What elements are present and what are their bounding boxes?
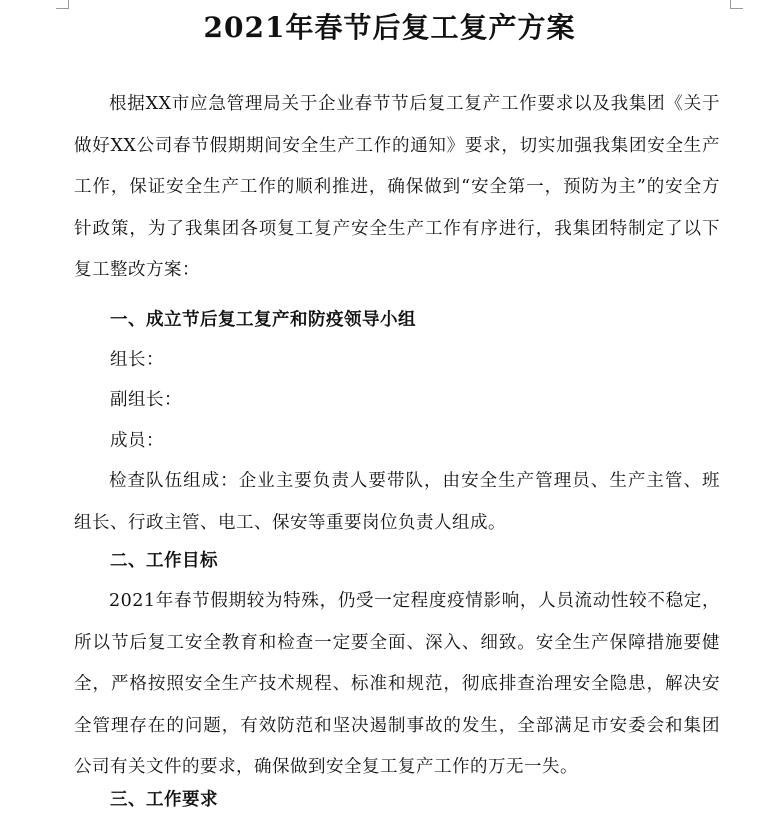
crop-mark-top-right <box>730 0 743 9</box>
inspection-paragraph: 检查队伍组成：企业主要负责人要带队，由安全生产管理员、生产主管、班组长、行政主管、电工、保安等重要岗位负责人组成。 <box>74 471 720 533</box>
section1-heading: 一、成立节后复工复产和防疫领导小组 <box>110 310 416 330</box>
leader-line: 组长： <box>110 350 164 370</box>
section2-heading: 二、工作目标 <box>110 551 218 571</box>
members-line: 成员： <box>110 431 164 451</box>
intro-paragraph: 根据XX市应急管理局关于企业春节节后复工复产工作要求以及我集团《关于做好XX公司春节假期期间安全生产工作的通知》要求，切实加强我集团安全生产工作，保证安全生产工作的顺利推进，确保做到“安全第一，预防为主”的安全方针政策，为了我集团各项复工复产安全生产工作有序进行，我集团特制定了以下复工整改方案： <box>74 94 720 280</box>
crop-mark-top-left <box>56 0 69 9</box>
section3-heading: 三、工作要求 <box>110 790 218 810</box>
section2-paragraph: 2021年春节假期较为特殊，仍受一定程度疫情影响，人员流动性较不稳定，所以节后复工安全教育和检查一定要全面、深入、细致。安全生产保障措施要健全，严格按照安全生产技术规程、标准和规范，彻底排查治理安全隐患，解决安全管理存在的问题，有效防范和坚决遏制事故的发生，全部满足市安委会和集团公司有关文件的要求，确保做到安全复工复产工作的万无一失。 <box>74 591 720 777</box>
vice-leader-line: 副组长： <box>110 390 182 410</box>
document-title: 2021年春节后复工复产方案 <box>203 11 576 44</box>
